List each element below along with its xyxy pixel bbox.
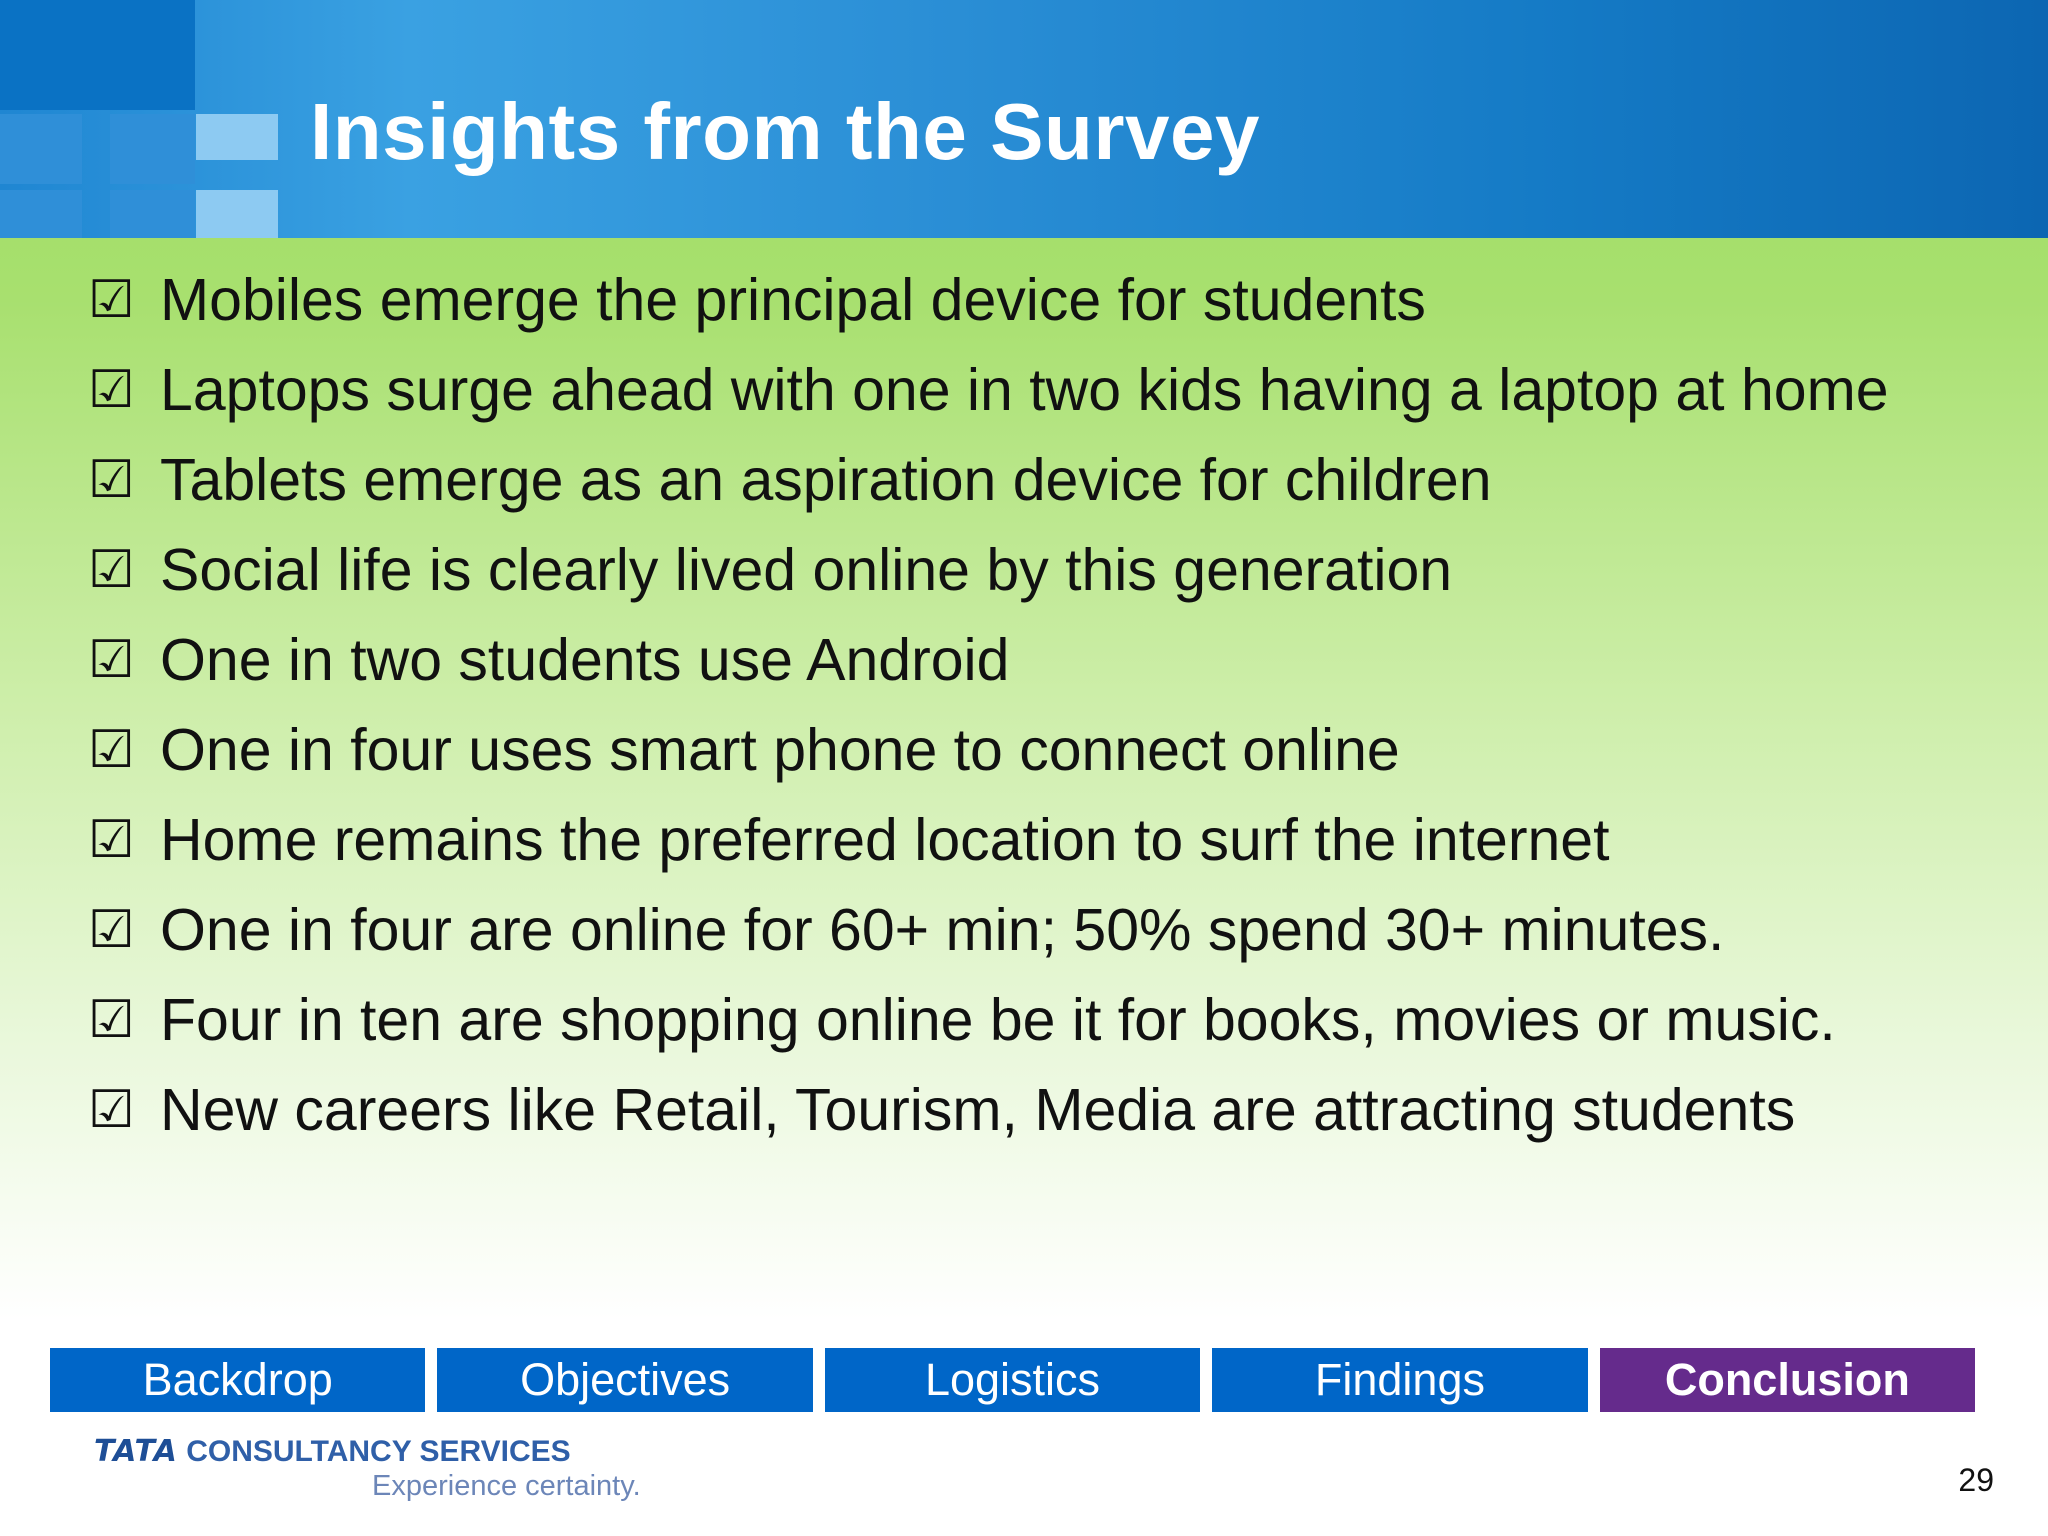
list-item: [88, 532, 1988, 608]
list-item-text: Social life is clearly lived online by this generation: [160, 537, 1453, 603]
checkbox-checked-icon: ☑: [88, 630, 135, 690]
list-item-text: Four in ten are shopping online be it for books, movies or music.: [160, 987, 1836, 1053]
list-item: [88, 622, 1988, 698]
checkbox-checked-icon: ☑: [88, 450, 135, 510]
nav-tab-backdrop[interactable]: Backdrop: [50, 1348, 425, 1412]
slide-header: [0, 0, 2048, 238]
checkbox-checked-icon: ☑: [88, 900, 135, 960]
checkbox-checked-icon: ☑: [88, 360, 135, 420]
company-logo: [94, 1434, 571, 1469]
checkbox-checked-icon: ☑: [88, 810, 135, 870]
checkbox-checked-icon: ☑: [88, 720, 135, 780]
nav-tab-objectives[interactable]: Objectives: [437, 1348, 812, 1412]
list-item: [88, 712, 1988, 788]
slide-title: Insights from the Survey: [310, 87, 1260, 176]
nav-tab-findings[interactable]: Findings: [1212, 1348, 1587, 1412]
list-item: [88, 262, 1988, 338]
logo-tata: TATA: [94, 1434, 178, 1469]
header-square-decoration: [0, 114, 82, 184]
list-item: [88, 982, 1988, 1058]
header-square-decoration: [0, 0, 195, 110]
list-item: [88, 352, 1988, 428]
section-nav: [50, 1348, 1975, 1412]
header-square-decoration: [196, 190, 278, 238]
checkbox-checked-icon: ☑: [88, 1080, 135, 1140]
company-tagline: Experience certainty.: [372, 1470, 641, 1502]
list-item-text: One in four are online for 60+ min; 50% spend 30+ minutes.: [160, 897, 1725, 963]
checkbox-checked-icon: ☑: [88, 540, 135, 600]
nav-tab-logistics[interactable]: Logistics: [825, 1348, 1200, 1412]
header-square-decoration: [0, 190, 82, 238]
insights-list: [88, 262, 1988, 1162]
nav-tab-conclusion[interactable]: Conclusion: [1600, 1348, 1975, 1412]
logo-company-name: CONSULTANCY SERVICES: [186, 1435, 571, 1468]
list-item-text: Tablets emerge as an aspiration device for children: [160, 447, 1492, 513]
list-item-text: Laptops surge ahead with one in two kids having a laptop at home: [160, 357, 1889, 423]
list-item-text: One in four uses smart phone to connect online: [160, 717, 1400, 783]
header-square-decoration: [196, 114, 278, 160]
list-item: [88, 892, 1988, 968]
header-square-decoration: [110, 190, 195, 238]
checkbox-checked-icon: ☑: [88, 990, 135, 1050]
header-square-decoration: [110, 114, 195, 184]
list-item-text: One in two students use Android: [160, 627, 1010, 693]
page-number: 29: [1958, 1462, 1994, 1498]
list-item-text: Home remains the preferred location to surf the internet: [160, 807, 1610, 873]
list-item: [88, 802, 1988, 878]
checkbox-checked-icon: ☑: [88, 270, 135, 330]
list-item: [88, 442, 1988, 518]
list-item-text: New careers like Retail, Tourism, Media are attracting students: [160, 1077, 1796, 1143]
list-item: [88, 1072, 1988, 1148]
list-item-text: Mobiles emerge the principal device for students: [160, 267, 1426, 333]
